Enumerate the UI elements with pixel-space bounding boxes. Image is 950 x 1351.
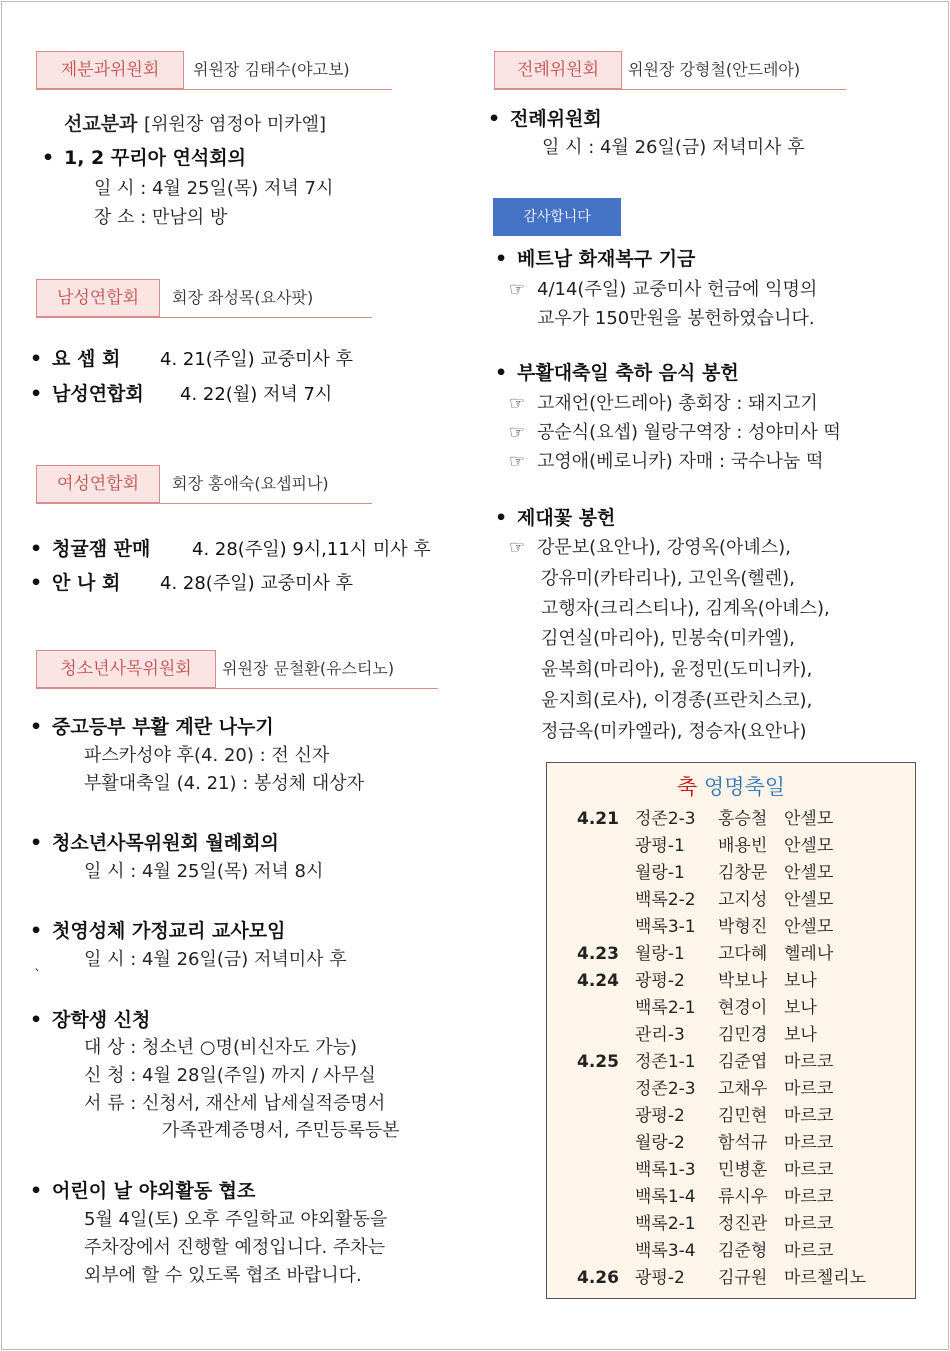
section-chair: 위원장 김태수(야고보) xyxy=(193,60,350,79)
feast-day-name: 정진관 xyxy=(718,1214,768,1234)
feast-day-title: 축 영명축일 xyxy=(676,775,786,799)
feast-day-name: 홍승철 xyxy=(718,809,768,829)
feast-day-name: 박형진 xyxy=(718,917,768,937)
section-title: 청소년사목위원회 xyxy=(36,650,216,688)
feast-day-saint: 안셀모 xyxy=(784,890,834,910)
detail-line: 5월 4일(토) 오후 주일학교 야외활동을 xyxy=(84,1209,388,1230)
feast-day-area: 광평-2 xyxy=(635,971,685,991)
youth-header xyxy=(36,650,438,689)
list-item: • 요 셉 회 4. 21(주일) 교중미사 후 xyxy=(30,348,354,370)
feast-day-area: 백록2-1 xyxy=(635,998,696,1018)
feast-day-name: 김창문 xyxy=(718,863,768,883)
detail-line: 정금옥(미카엘라), 정승자(요안나) xyxy=(541,721,807,742)
feast-day-name: 고지성 xyxy=(718,890,768,910)
feast-day-date: 4.26 xyxy=(577,1268,619,1288)
list-item: • 청소년사목위원회 월례회의 xyxy=(30,832,279,854)
feast-day-saint: 안셀모 xyxy=(784,836,834,856)
detail-line: 고행자(크리스티나), 김계옥(아녜스), xyxy=(541,598,830,619)
detail-line: 서 류 : 신청서, 재산세 납세실적증명서 xyxy=(84,1093,386,1114)
feast-day-saint: 안셀모 xyxy=(784,917,834,937)
feast-day-name: 김규원 xyxy=(718,1268,768,1288)
detail-line: 김연실(마리아), 민봉숙(미카엘), xyxy=(541,628,795,649)
feast-day-name: 민병훈 xyxy=(718,1160,768,1180)
feast-day-area: 광평-2 xyxy=(635,1106,685,1126)
list-item: • 전례위원회 xyxy=(488,108,602,130)
detail-line: 강유미(카타리나), 고인옥(헬렌), xyxy=(541,568,795,589)
feast-day-area: 백록3-1 xyxy=(635,917,696,937)
feast-day-name: 류시우 xyxy=(718,1187,768,1207)
feast-day-saint: 마르코 xyxy=(784,1079,834,1099)
feast-day-saint: 보나 xyxy=(784,971,817,991)
feast-day-box xyxy=(546,762,916,1299)
feast-day-saint: 마르첼리노 xyxy=(784,1268,867,1288)
yeoseong-header xyxy=(36,465,372,504)
feast-day-saint: 안셀모 xyxy=(784,863,834,883)
detail-line: 일 시 : 4월 26일(금) 저녁미사 후 xyxy=(84,949,347,970)
detail-line: 일 시 : 4월 25일(목) 저녁 8시 xyxy=(84,861,324,882)
section-chair: 회장 좌성목(요사팟) xyxy=(172,288,314,307)
feast-day-saint: 헬레나 xyxy=(784,944,834,964)
feast-day-area: 광평-2 xyxy=(635,1268,685,1288)
detail-line: 교우가 150만원을 봉헌하였습니다. xyxy=(537,308,815,329)
feast-day-saint: 보나 xyxy=(784,998,817,1018)
feast-day-date: 4.23 xyxy=(577,944,619,964)
feast-day-area: 정존2-3 xyxy=(635,1079,696,1099)
pointing-hand-icon: ☞ xyxy=(509,451,526,472)
pointing-hand-icon: ☞ xyxy=(509,537,526,558)
list-item: • 베트남 화재복구 기금 xyxy=(495,248,696,270)
feast-day-date: 4.21 xyxy=(577,809,619,829)
detail-line: 파스카성야 후(4. 20) : 전 신자 xyxy=(84,745,330,766)
feast-day-name: 고다혜 xyxy=(718,944,768,964)
feast-day-name: 함석규 xyxy=(718,1133,768,1153)
feast-day-name: 김민현 xyxy=(718,1106,768,1126)
detail-line: 주차장에서 진행할 예정입니다. 주차는 xyxy=(84,1237,386,1258)
feast-day-name: 김민경 xyxy=(718,1025,768,1045)
list-item: • 부활대축일 축하 음식 봉헌 xyxy=(495,362,739,384)
feast-day-saint: 안셀모 xyxy=(784,809,834,829)
feast-day-area: 광평-1 xyxy=(635,836,685,856)
detail-line: ☞ 고영애(베로니카) 자매 : 국수나눔 떡 xyxy=(509,451,824,472)
list-item: • 제대꽃 봉헌 xyxy=(495,507,616,529)
feast-day-saint: 마르코 xyxy=(784,1187,834,1207)
section-chair: 회장 홍애숙(요셉피나) xyxy=(172,474,329,493)
detail-line: ☞ 공순식(요셉) 월랑구역장 : 성야미사 떡 xyxy=(509,422,841,443)
list-item: • 안 나 회 4. 28(주일) 교중미사 후 xyxy=(30,572,354,594)
section-title: 제분과위원회 xyxy=(36,51,184,89)
feast-day-name: 고채우 xyxy=(718,1079,768,1099)
feast-day-name: 김준엽 xyxy=(718,1052,768,1072)
jebun-header xyxy=(36,51,392,90)
pointing-hand-icon: ☞ xyxy=(509,422,526,443)
section-title: 여성연합회 xyxy=(36,465,160,503)
feast-day-date: 4.25 xyxy=(577,1052,619,1072)
feast-day-saint: 보나 xyxy=(784,1025,817,1045)
list-item: • 어린이 날 야외활동 협조 xyxy=(30,1180,256,1202)
list-item: • 남성연합회 4. 22(월) 저녁 7시 xyxy=(30,383,333,405)
feast-day-area: 정존1-1 xyxy=(635,1052,696,1072)
liturgy-header xyxy=(494,51,846,90)
detail-line: 일 시 : 4월 26일(금) 저녁미사 후 xyxy=(542,137,805,158)
stray-mark: ` xyxy=(34,968,41,984)
feast-day-date: 4.24 xyxy=(577,971,619,991)
feast-day-saint: 마르코 xyxy=(784,1241,834,1261)
detail-line: 신 청 : 4월 28일(주일) 까지 / 사무실 xyxy=(84,1065,376,1086)
section-chair: 위원장 문철환(유스티노) xyxy=(222,659,395,678)
pointing-hand-icon: ☞ xyxy=(509,279,526,300)
list-item: • 청귤잼 판매 4. 28(주일) 9시,11시 미사 후 xyxy=(30,538,431,560)
feast-day-saint: 마르코 xyxy=(784,1214,834,1234)
feast-day-saint: 마르코 xyxy=(784,1106,834,1126)
feast-day-area: 백록3-4 xyxy=(635,1241,696,1261)
subcommittee-title: 선교분과 [위원장 염정아 미카엘] xyxy=(64,113,327,135)
detail-line: 일 시 : 4월 25일(목) 저녁 7시 xyxy=(94,178,334,199)
namseong-header xyxy=(36,279,372,318)
section-title: 전례위원회 xyxy=(494,51,622,89)
section-chair: 위원장 강형철(안드레아) xyxy=(628,60,801,79)
feast-day-area: 백록2-2 xyxy=(635,890,696,910)
feast-day-area: 백록1-3 xyxy=(635,1160,696,1180)
detail-line: ☞ 고재언(안드레아) 총회장 : 돼지고기 xyxy=(509,393,818,414)
feast-day-area: 월랑-1 xyxy=(635,944,685,964)
feast-day-area: 백록2-1 xyxy=(635,1214,696,1234)
feast-day-saint: 마르코 xyxy=(784,1160,834,1180)
feast-day-area: 정존2-3 xyxy=(635,809,696,829)
feast-day-name: 김준형 xyxy=(718,1241,768,1261)
feast-day-area: 백록1-4 xyxy=(635,1187,696,1207)
pointing-hand-icon: ☞ xyxy=(509,393,526,414)
list-item: • 중고등부 부활 계란 나누기 xyxy=(30,716,274,738)
feast-day-name: 현경이 xyxy=(718,998,768,1018)
detail-line: 윤복희(마리아), 윤정민(도미니카), xyxy=(541,659,813,680)
list-item: • 장학생 신청 xyxy=(30,1009,151,1031)
feast-day-saint: 마르코 xyxy=(784,1133,834,1153)
list-item: • 첫영성체 가정교리 교사모임 xyxy=(30,920,286,942)
detail-line: 가족관계증명서, 주민등록등본 xyxy=(162,1120,400,1141)
feast-day-area: 월랑-1 xyxy=(635,863,685,883)
detail-line: 장 소 : 만남의 방 xyxy=(94,207,228,228)
feast-day-saint: 마르코 xyxy=(784,1052,834,1072)
detail-line: 윤지희(로사), 이경종(프란치스코), xyxy=(541,690,813,711)
detail-line: ☞ 강문보(요안나), 강영옥(아녜스), xyxy=(509,537,791,558)
detail-line: 부활대축일 (4. 21) : 봉성체 대상자 xyxy=(84,773,365,794)
detail-line: 대 상 : 청소년 ○명(비신자도 가능) xyxy=(84,1037,358,1058)
feast-day-name: 배용빈 xyxy=(718,836,768,856)
feast-day-area: 월랑-2 xyxy=(635,1133,685,1153)
thanks-title: 감사합니다 xyxy=(493,198,621,236)
feast-day-name: 박보나 xyxy=(718,971,768,991)
detail-line: 외부에 할 수 있도록 협조 바랍니다. xyxy=(84,1265,362,1286)
list-item: • 1, 2 꾸리아 연석회의 xyxy=(42,147,246,169)
detail-line: ☞ 4/14(주일) 교중미사 헌금에 익명의 xyxy=(509,279,818,300)
feast-day-area: 관리-3 xyxy=(635,1025,685,1045)
section-title: 남성연합회 xyxy=(36,279,160,317)
